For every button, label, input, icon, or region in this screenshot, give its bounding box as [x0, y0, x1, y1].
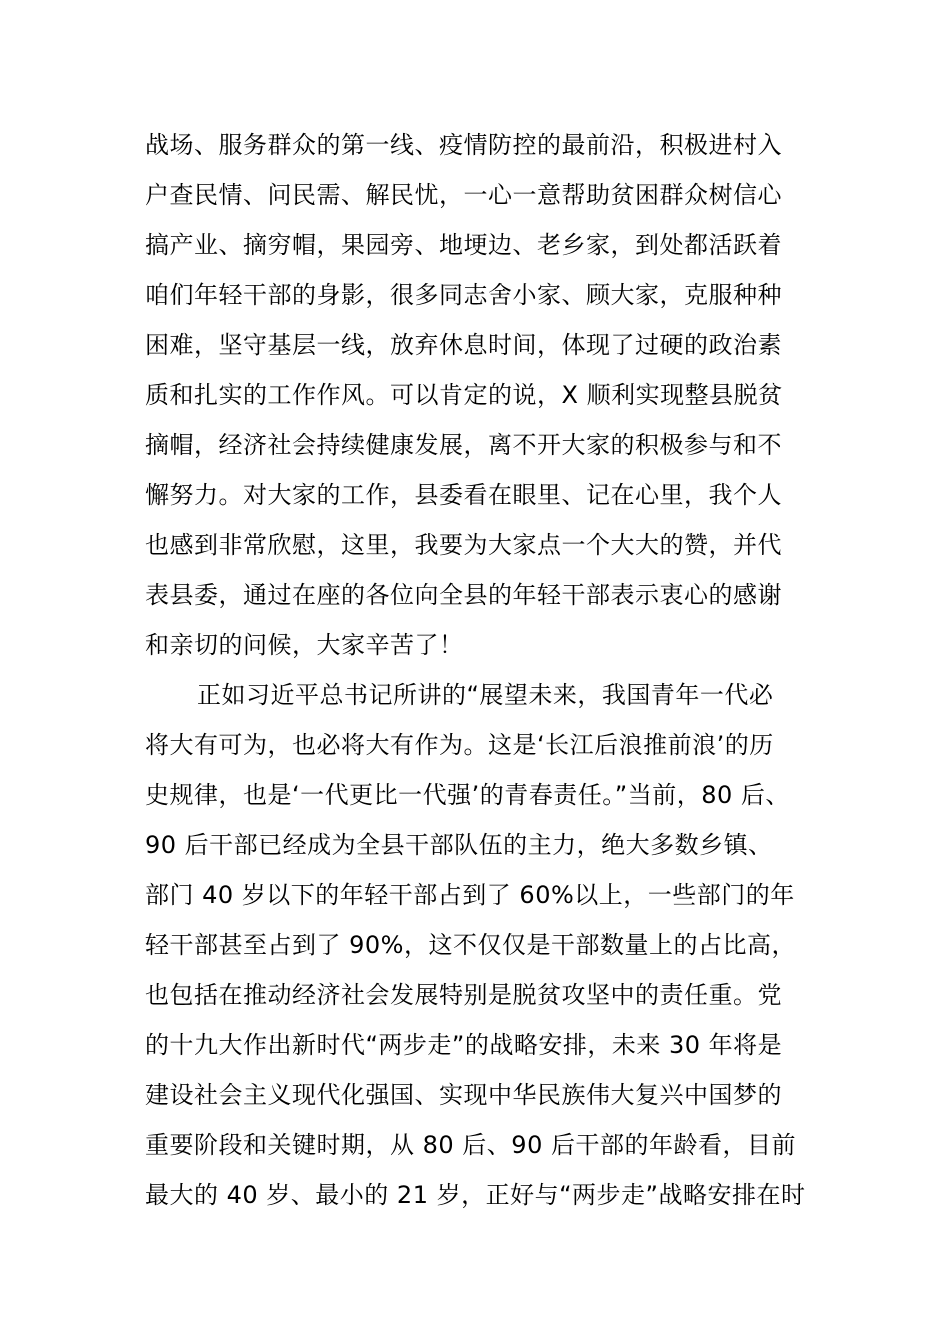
- text-line: 最大的 40 岁、最小的 21 岁，正好与“两步走”战略安排在时: [145, 1181, 806, 1209]
- text-line: 懈努力。对大家的工作，县委看在眼里、记在心里，我个人: [145, 481, 782, 509]
- text-line: 户查民情、问民需、解民忧，一心一意帮助贫困群众树信心: [145, 181, 782, 209]
- body-text: [145, 120, 815, 1220]
- text-line: 建设社会主义现代化强国、实现中华民族伟大复兴中国梦的: [145, 1081, 782, 1109]
- text-line: 战场、服务群众的第一线、疫情防控的最前沿，积极进村入: [145, 131, 782, 159]
- text-line: 表县委，通过在座的各位向全县的年轻干部表示衷心的感谢: [145, 581, 782, 609]
- text-line: 搞产业、摘穷帽，果园旁、地埂边、老乡家，到处都活跃着: [145, 231, 782, 259]
- text-line: 也感到非常欣慰，这里，我要为大家点一个大大的赞，并代: [145, 531, 782, 559]
- text-line: 史规律，也是‘一代更比一代强’的青春责任。”当前，80 后、: [145, 781, 790, 809]
- text-line: 的十九大作出新时代“两步走”的战略安排，未来 30 年将是: [145, 1031, 783, 1059]
- text-line: 90 后干部已经成为全县干部队伍的主力，绝大多数乡镇、: [145, 831, 773, 859]
- text-line: 将大有可为，也必将大有作为。这是‘长江后浪推前浪’的历: [145, 731, 774, 759]
- text-line: 摘帽，经济社会持续健康发展，离不开大家的积极参与和不: [145, 431, 782, 459]
- text-line: 部门 40 岁以下的年轻干部占到了 60%以上，一些部门的年: [145, 881, 795, 909]
- text-line: 和亲切的问候，大家辛苦了！: [145, 631, 464, 659]
- text-line: 重要阶段和关键时期，从 80 后、90 后干部的年龄看，目前: [145, 1131, 796, 1159]
- text-line: 咱们年轻干部的身影，很多同志舍小家、顾大家，克服种种: [145, 281, 782, 309]
- text-line: 也包括在推动经济社会发展特别是脱贫攻坚中的责任重。党: [145, 981, 782, 1009]
- text-line: 轻干部甚至占到了 90%，这不仅仅是干部数量上的占比高，: [145, 931, 796, 959]
- text-line: 质和扎实的工作作风。可以肯定的说，X 顺利实现整县脱贫: [145, 381, 783, 409]
- text-line: 困难，坚守基层一线，放弃休息时间，体现了过硬的政治素: [145, 331, 782, 359]
- paragraph-start-line: 正如习近平总书记所讲的“展望未来，我国青年一代必: [197, 681, 774, 709]
